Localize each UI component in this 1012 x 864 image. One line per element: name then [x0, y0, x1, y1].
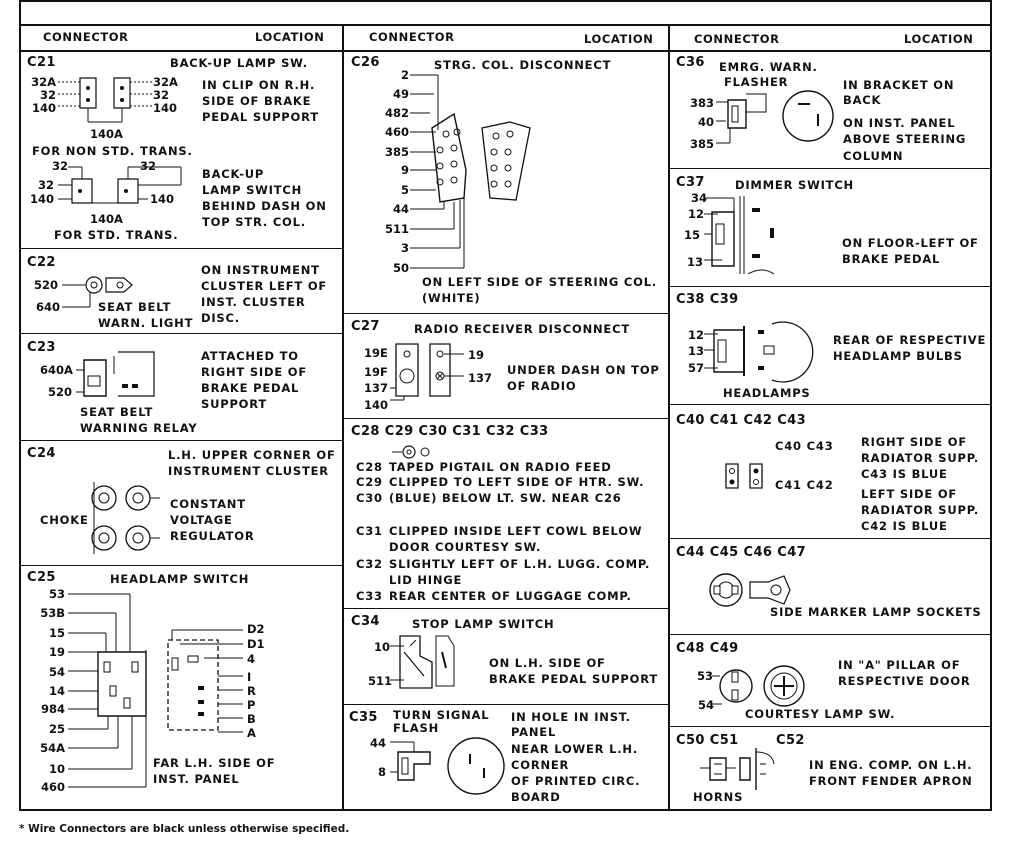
c26-pin-4: 460: [384, 125, 409, 139]
c35-name-line-1: TURN SIGNAL: [393, 708, 490, 722]
c25-pin-right-8: A: [247, 726, 256, 740]
divider-c48-c50: [668, 726, 992, 727]
c37-pin-3: 15: [684, 228, 701, 242]
c23-relay-diagram: [76, 350, 161, 400]
c25-name: HEADLAMP SWITCH: [110, 572, 250, 586]
c26-name: STRG. COL. DISCONNECT: [434, 58, 612, 72]
c44-loc: SIDE MARKER LAMP SOCKETS: [770, 605, 982, 619]
c37-name: DIMMER SWITCH: [735, 178, 854, 192]
c48-pin-1: 53: [697, 669, 714, 683]
c25-pin-right-6: P: [247, 698, 256, 712]
c35-loc-line-1: IN HOLE IN INST.: [511, 710, 631, 724]
c23-loc-line-2: RIGHT SIDE OF: [201, 365, 308, 379]
c35-id: C35: [349, 710, 378, 725]
c34-switch-diagram: [390, 632, 470, 692]
divider-c44-c48: [668, 634, 992, 635]
c21-loc1-line-3: PEDAL SUPPORT: [202, 110, 319, 124]
c38-loc-line-2: HEADLAMP BULBS: [833, 349, 963, 363]
c25-id: C25: [27, 570, 56, 585]
c24-cvr-line-2: VOLTAGE: [170, 513, 233, 527]
c25-pin-left-6: 14: [48, 684, 65, 698]
c21-loc2-line-2: LAMP SWITCH: [202, 183, 303, 197]
c28-line-3-id: C30: [356, 491, 383, 505]
c35-name-line-2: FLASH: [393, 721, 439, 735]
c48-loc-line-2: RESPECTIVE DOOR: [838, 674, 971, 688]
c34-pin-1: 10: [374, 640, 391, 654]
c37-loc-line-2: BRAKE PEDAL: [842, 252, 941, 266]
c28-line-6-id: C32: [356, 557, 383, 571]
c26-disconnect-diagram: [410, 70, 560, 280]
c26-id: C26: [351, 55, 380, 70]
c21-pin-right-3: 140: [153, 101, 178, 115]
header-top-rule: [19, 24, 992, 26]
divider-c22-c23: [19, 333, 342, 334]
col2-location-header: LOCATION: [584, 32, 654, 46]
c25-pin-left-5: 54: [48, 665, 65, 679]
c37-loc-line-1: ON FLOOR-LEFT OF: [842, 236, 979, 250]
c35-loc-line-4: CORNER: [511, 758, 570, 772]
c27-pin-right-1: 19: [468, 348, 485, 362]
c25-pin-left-9: 54A: [40, 741, 65, 755]
c25-pin-right-2: D1: [247, 637, 265, 651]
c21-connector-diagram-2: [56, 163, 186, 213]
c35-flasher-diagram: [390, 732, 510, 802]
c22-id: C22: [27, 255, 56, 270]
c44-ids: C44 C45 C46 C47: [676, 545, 807, 560]
c28-line-8-text: REAR CENTER OF LUGGAGE COMP.: [389, 589, 632, 603]
divider-c34-c35: [342, 704, 668, 705]
c22-pin-1: 520: [34, 278, 59, 292]
c21-loc2-line-4: TOP STR. COL.: [202, 215, 306, 229]
c22-loc-line-4: DISC.: [201, 311, 240, 325]
c50-loc-line-1: IN ENG. COMP. ON L.H.: [809, 758, 973, 772]
c35-loc-line-6: BOARD: [511, 790, 561, 804]
c25-pin-left-4: 19: [48, 645, 65, 659]
c21-loc2-line-1: BACK-UP: [202, 167, 265, 181]
c22-name-line-1: SEAT BELT: [98, 300, 172, 314]
col1-location-header: LOCATION: [255, 30, 325, 44]
col3-location-header: LOCATION: [904, 32, 974, 46]
header-bottom-rule: [19, 50, 992, 52]
c25-pin-left-2: 53B: [40, 606, 65, 620]
c27-pin-left-3: 137: [364, 381, 389, 395]
c21-loc2-line-3: BEHIND DASH ON: [202, 199, 327, 213]
c24-id: C24: [27, 446, 56, 461]
divider-c21-c22: [19, 248, 342, 249]
c27-pin-left-1: 19E: [364, 346, 388, 360]
c28-line-6-text: SLIGHTLY LEFT OF L.H. LUGG. COMP.: [389, 557, 651, 571]
divider-c37-c38: [668, 286, 992, 287]
c35-loc-line-2: PANEL: [511, 725, 557, 739]
c37-pin-4: 13: [687, 255, 704, 269]
c21-name: BACK-UP LAMP SW.: [170, 56, 308, 70]
c28-line-7-text: LID HINGE: [389, 573, 463, 587]
c38-loc-line-1: REAR OF RESPECTIVE: [833, 333, 987, 347]
c21-pins2-left-1: 32: [37, 178, 54, 192]
c27-name: RADIO RECEIVER DISCONNECT: [414, 322, 630, 336]
c21-pins2-left-2: 140: [29, 192, 54, 206]
c40-loc-line-2: RADIATOR SUPP.: [861, 451, 980, 465]
c24-choke-label: CHOKE: [40, 513, 89, 527]
c38-ids: C38 C39: [676, 292, 739, 307]
c21-pin-left-2: 32: [39, 88, 56, 102]
c50-horn-connector-diagram: [700, 746, 780, 791]
divider-c27-c28: [342, 418, 668, 419]
col3-connector-header: CONNECTOR: [694, 32, 780, 46]
c27-loc-line-1: UNDER DASH ON TOP: [507, 363, 660, 377]
c37-dimmer-switch-diagram: [704, 190, 794, 280]
c28-line-2-text: CLIPPED TO LEFT SIDE OF HTR. SW.: [389, 475, 645, 489]
c24-connector-diagram: [88, 478, 168, 558]
c23-loc-line-1: ATTACHED TO: [201, 349, 299, 363]
c25-pin-left-1: 53: [48, 587, 65, 601]
c21-pins2-top-1: 32: [52, 159, 69, 173]
c22-loc-line-1: ON INSTRUMENT: [201, 263, 320, 277]
c23-name-line-2: WARNING RELAY: [80, 421, 198, 435]
c40-top-labels: C40 C43: [775, 439, 834, 453]
divider-c24-c25: [19, 565, 342, 566]
c26-pin-5: 385: [384, 145, 409, 159]
c36-pin-2: 40: [698, 115, 715, 129]
c24-loc-line-2: INSTRUMENT CLUSTER: [168, 464, 329, 478]
c22-pin-2: 640: [36, 300, 61, 314]
c48-loc-line-1: IN "A" PILLAR OF: [838, 658, 961, 672]
c36-loc-line-4: ABOVE STEERING: [843, 132, 967, 146]
c25-pin-left-7: 984: [40, 702, 65, 716]
c34-name: STOP LAMP SWITCH: [412, 617, 555, 631]
c27-pin-left-2: 19F: [364, 365, 388, 379]
c26-pin-11: 50: [392, 261, 409, 275]
c28-line-4-text: CLIPPED INSIDE LEFT COWL BELOW: [389, 524, 643, 538]
c23-pin-2: 520: [48, 385, 73, 399]
c36-name-line-1: EMRG. WARN.: [719, 60, 818, 74]
c27-loc-line-2: OF RADIO: [507, 379, 577, 393]
divider-c28-c34: [342, 608, 668, 609]
column-divider-2: [668, 24, 670, 811]
c26-pin-1: 2: [400, 68, 409, 82]
c40-loc-line-4: LEFT SIDE OF: [861, 487, 958, 501]
c52-id: C52: [776, 733, 805, 748]
c26-pin-10: 3: [400, 241, 409, 255]
c40-bottom-labels: C41 C42: [775, 478, 834, 492]
col2-connector-header: CONNECTOR: [369, 30, 455, 44]
c21-pin-right-1: 32A: [153, 75, 178, 89]
c38-pin-1: 12: [688, 328, 705, 342]
c40-connector-diagram: [724, 462, 770, 492]
c48-name: COURTESY LAMP SW.: [745, 707, 896, 721]
c25-pin-left-8: 25: [48, 722, 65, 736]
c24-loc-line-1: L.H. UPPER CORNER OF: [168, 448, 336, 462]
c36-loc-line-2: BACK: [843, 93, 882, 107]
c21-sub-caption: FOR NON STD. TRANS.: [32, 144, 193, 158]
c25-loc-line-2: INST. PANEL: [153, 772, 240, 786]
c34-loc-line-1: ON L.H. SIDE OF: [489, 656, 606, 670]
c37-pin-2: 12: [688, 207, 705, 221]
c40-loc-line-5: RADIATOR SUPP.: [861, 503, 980, 517]
c36-pin-3: 385: [690, 137, 715, 151]
c21-sub2-pin: 140A: [90, 212, 123, 226]
c21-pin-right-2: 32: [153, 88, 170, 102]
divider-c40-c44: [668, 538, 992, 539]
c26-pin-8: 44: [392, 202, 409, 216]
c25-pin-left-3: 15: [48, 626, 65, 640]
c36-loc-line-5: COLUMN: [843, 149, 904, 163]
c35-loc-line-5: OF PRINTED CIRC.: [511, 774, 641, 788]
c23-name-line-1: SEAT BELT: [80, 405, 154, 419]
c21-pin-left-1: 32A: [31, 75, 56, 89]
c38-name: HEADLAMPS: [723, 386, 811, 400]
c26-pin-6: 9: [400, 163, 409, 177]
c36-loc-line-3: ON INST. PANEL: [843, 116, 956, 130]
c26-pin-2: 49: [392, 87, 409, 101]
footnote: * Wire Connectors are black unless otherwise specified.: [19, 823, 350, 835]
c23-id: C23: [27, 340, 56, 355]
c35-pin-1: 44: [370, 736, 387, 750]
c21-loc1-line-2: SIDE OF BRAKE: [202, 94, 312, 108]
c23-loc-line-3: BRAKE PEDAL: [201, 381, 300, 395]
c40-loc-line-1: RIGHT SIDE OF: [861, 435, 968, 449]
divider-c36-c37: [668, 168, 992, 169]
c34-id: C34: [351, 614, 380, 629]
c34-loc-line-2: BRAKE PEDAL SUPPORT: [489, 672, 658, 686]
c38-pin-3: 57: [688, 361, 705, 375]
c23-pin-1: 640A: [40, 363, 73, 377]
c37-pin-1: 34: [691, 191, 708, 205]
divider-c23-c24: [19, 440, 342, 441]
c25-loc-line-1: FAR L.H. SIDE OF: [153, 756, 276, 770]
c36-id: C36: [676, 55, 705, 70]
c28-line-5-text: DOOR COURTESY SW.: [389, 540, 542, 554]
c40-ids: C40 C41 C42 C43: [676, 413, 807, 428]
c26-loc-line-2: (WHITE): [422, 291, 481, 305]
c48-ids: C48 C49: [676, 641, 739, 656]
c35-pin-2: 8: [378, 765, 387, 779]
c22-name-line-2: WARN. LIGHT: [98, 316, 194, 330]
c23-loc-line-4: SUPPORT: [201, 397, 268, 411]
c22-loc-line-3: INST. CLUSTER: [201, 295, 306, 309]
c28-line-1-text: TAPED PIGTAIL ON RADIO FEED: [389, 460, 612, 474]
c21-pins2-top-2: 32: [140, 159, 157, 173]
c35-loc-line-3: NEAR LOWER L.H.: [511, 742, 639, 756]
divider-c38-c40: [668, 404, 992, 405]
c34-pin-2: 511: [368, 674, 393, 688]
c25-pin-right-5: R: [247, 684, 256, 698]
c25-pin-left-11: 460: [40, 780, 65, 794]
c40-loc-line-6: C42 IS BLUE: [861, 519, 948, 533]
c28-ids: C28 C29 C30 C31 C32 C33: [351, 424, 549, 439]
c25-pin-left-10: 10: [48, 762, 65, 776]
c28-pigtail-icon: [392, 444, 442, 460]
c26-pin-9: 511: [384, 222, 409, 236]
c28-line-8-id: C33: [356, 589, 383, 603]
col1-connector-header: CONNECTOR: [43, 30, 129, 44]
c28-line-2-id: C29: [356, 475, 383, 489]
c50-ids: C50 C51: [676, 733, 739, 748]
c27-id: C27: [351, 319, 380, 334]
c40-loc-line-3: C43 IS BLUE: [861, 467, 948, 481]
c28-line-3-text: (BLUE) BELOW LT. SW. NEAR C26: [389, 491, 622, 505]
c36-loc-line-1: IN BRACKET ON: [843, 78, 955, 92]
c37-id: C37: [676, 175, 705, 190]
c27-pin-right-2: 137: [468, 371, 493, 385]
c21-pin-left-3: 140: [31, 101, 56, 115]
c36-flasher-diagram: [716, 88, 836, 153]
c25-pin-right-7: B: [247, 712, 256, 726]
c28-line-1-id: C28: [356, 460, 383, 474]
c21-sub2-caption: FOR STD. TRANS.: [54, 228, 179, 242]
c24-cvr-line-3: REGULATOR: [170, 529, 255, 543]
c36-pin-1: 383: [690, 96, 715, 110]
c21-connector-diagram-1: [58, 72, 158, 127]
c50-loc-line-2: FRONT FENDER APRON: [809, 774, 973, 788]
c50-name: HORNS: [693, 790, 744, 804]
c26-loc-line-1: ON LEFT SIDE OF STEERING COL.: [422, 275, 658, 289]
c28-line-4-id: C31: [356, 524, 383, 538]
c21-loc1-line-1: IN CLIP ON R.H.: [202, 78, 316, 92]
c25-pin-right-3: 4: [247, 652, 256, 666]
c26-pin-7: 5: [400, 183, 409, 197]
c38-headlamp-diagram: [704, 318, 814, 384]
divider-c26-c27: [342, 313, 668, 314]
c27-pin-left-4: 140: [364, 398, 389, 412]
c38-pin-2: 13: [688, 344, 705, 358]
c21-pins2-right: 140: [150, 192, 175, 206]
c25-pin-right-4: I: [247, 670, 252, 684]
c48-courtesy-switch-diagram: [712, 662, 812, 712]
c48-pin-2: 54: [698, 698, 715, 712]
c24-cvr-line-1: CONSTANT: [170, 497, 246, 511]
c26-pin-3: 482: [384, 106, 409, 120]
c21-sub-pin: 140A: [90, 127, 123, 141]
c22-loc-line-2: CLUSTER LEFT OF: [201, 279, 328, 293]
c36-name-line-2: FLASHER: [724, 75, 789, 89]
c21-id: C21: [27, 55, 56, 70]
c25-pin-right-1: D2: [247, 622, 265, 636]
